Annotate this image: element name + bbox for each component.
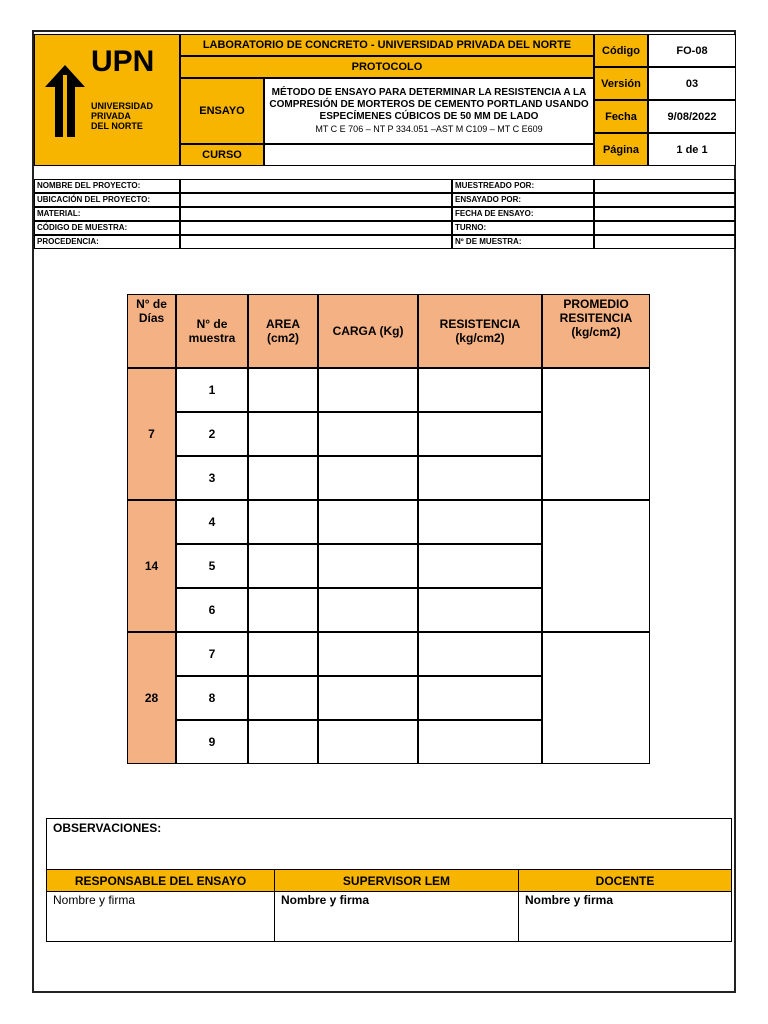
info-label-codigo-muestra: CÓDIGO DE MUESTRA:: [34, 221, 180, 235]
header-dias: N° de Días: [127, 294, 176, 368]
sample-number: 3: [176, 456, 248, 500]
info-label-n-muestra: Nº DE MUESTRA:: [452, 235, 594, 249]
logo-sub-3: DEL NORTE: [91, 121, 143, 131]
ensayo-box: [264, 78, 594, 144]
supervisor-header: SUPERVISOR LEM: [274, 869, 519, 892]
signature-label: Nombre y firma: [281, 893, 370, 907]
sample-number: 9: [176, 720, 248, 764]
area-input[interactable]: [248, 368, 318, 412]
codigo-label: Código: [594, 34, 648, 67]
area-input[interactable]: [248, 456, 318, 500]
responsable-signature[interactable]: [46, 891, 275, 942]
pagina-value: 1 de 1: [648, 133, 736, 166]
docente-header: DOCENTE: [518, 869, 732, 892]
area-input[interactable]: [248, 588, 318, 632]
resistencia-input[interactable]: [418, 720, 542, 764]
header-muestra: N° de muestra: [176, 294, 248, 368]
lab-title: LABORATORIO DE CONCRETO - UNIVERSIDAD PRIVADA DEL NORTE: [180, 34, 594, 56]
resistencia-input[interactable]: [418, 368, 542, 412]
curso-value[interactable]: [264, 144, 594, 166]
signature-label: Nombre y firma: [525, 893, 614, 907]
sample-number: 5: [176, 544, 248, 588]
resistencia-input[interactable]: [418, 412, 542, 456]
upn-arrow-icon: [45, 65, 85, 137]
sample-number: 6: [176, 588, 248, 632]
resistencia-input[interactable]: [418, 544, 542, 588]
pagina-label: Página: [594, 133, 648, 166]
observaciones-box[interactable]: [46, 818, 732, 870]
header-carga: CARGA (Kg): [318, 294, 418, 368]
sample-number: 1: [176, 368, 248, 412]
area-input[interactable]: [248, 676, 318, 720]
codigo-value: FO-08: [648, 34, 736, 67]
area-input[interactable]: [248, 632, 318, 676]
info-label-ensayado: ENSAYADO POR:: [452, 193, 594, 207]
info-value-fecha-ensayo[interactable]: [594, 207, 736, 221]
ensayo-title: MÉTODO DE ENSAYO PARA DETERMINAR LA RESISTENCIA A LA COMPRESIÓN DE MORTEROS DE CEMENTO PORTLAND USANDO ESPECÍMENES CÚBICOS DE 50 MM DE LADO: [269, 87, 589, 122]
supervisor-signature[interactable]: [274, 891, 519, 942]
responsable-header: RESPONSABLE DEL ENSAYO: [46, 869, 275, 892]
carga-input[interactable]: [318, 544, 418, 588]
info-label-muestreado: MUESTREADO POR:: [452, 179, 594, 193]
protocolo-title: PROTOCOLO: [180, 56, 594, 78]
resistencia-input[interactable]: [418, 456, 542, 500]
info-value-n-muestra[interactable]: [594, 235, 736, 249]
info-value-turno[interactable]: [594, 221, 736, 235]
sample-number: 8: [176, 676, 248, 720]
header-area: AREA (cm2): [248, 294, 318, 368]
carga-input[interactable]: [318, 456, 418, 500]
info-value-procedencia[interactable]: [180, 235, 452, 249]
area-input[interactable]: [248, 412, 318, 456]
info-value-nombre[interactable]: [180, 179, 452, 193]
dias-cell: 28: [127, 632, 176, 764]
area-input[interactable]: [248, 720, 318, 764]
carga-input[interactable]: [318, 368, 418, 412]
promedio-input[interactable]: [542, 632, 650, 764]
version-label: Versión: [594, 67, 648, 100]
curso-label: CURSO: [180, 144, 264, 166]
logo-sub-1: UNIVERSIDAD: [91, 101, 154, 111]
carga-input[interactable]: [318, 412, 418, 456]
fecha-label: Fecha: [594, 100, 648, 133]
area-input[interactable]: [248, 500, 318, 544]
info-label-turno: TURNO:: [452, 221, 594, 235]
carga-input[interactable]: [318, 500, 418, 544]
carga-input[interactable]: [318, 632, 418, 676]
ensayo-norms: MT C E 706 – NT P 334.051 –AST M C109 – MT C E609: [315, 124, 543, 134]
dias-cell: 7: [127, 368, 176, 500]
carga-input[interactable]: [318, 676, 418, 720]
info-label-fecha-ensayo: FECHA DE ENSAYO:: [452, 207, 594, 221]
form-header: [34, 34, 736, 166]
docente-signature[interactable]: [518, 891, 732, 942]
resistencia-input[interactable]: [418, 500, 542, 544]
resistencia-input[interactable]: [418, 632, 542, 676]
upn-logo: [34, 34, 180, 166]
ensayo-label: ENSAYO: [180, 78, 264, 144]
info-value-ubicacion[interactable]: [180, 193, 452, 207]
observaciones-label: OBSERVACIONES:: [53, 821, 162, 835]
header-promedio: PROMEDIO RESITENCIA (kg/cm2): [542, 294, 650, 368]
info-value-ensayado[interactable]: [594, 193, 736, 207]
info-value-muestreado[interactable]: [594, 179, 736, 193]
fecha-value: 9/08/2022: [648, 100, 736, 133]
info-value-material[interactable]: [180, 207, 452, 221]
carga-input[interactable]: [318, 720, 418, 764]
signature-label: Nombre y firma: [53, 893, 136, 907]
dias-cell: 14: [127, 500, 176, 632]
sample-number: 4: [176, 500, 248, 544]
area-input[interactable]: [248, 544, 318, 588]
info-label-procedencia: PROCEDENCIA:: [34, 235, 180, 249]
info-label-material: MATERIAL:: [34, 207, 180, 221]
info-value-codigo-muestra[interactable]: [180, 221, 452, 235]
carga-input[interactable]: [318, 588, 418, 632]
resistencia-input[interactable]: [418, 588, 542, 632]
promedio-input[interactable]: [542, 500, 650, 632]
info-label-nombre: NOMBRE DEL PROYECTO:: [34, 179, 180, 193]
sample-number: 2: [176, 412, 248, 456]
resistencia-input[interactable]: [418, 676, 542, 720]
promedio-input[interactable]: [542, 368, 650, 500]
logo-brand: UPN: [91, 45, 155, 78]
version-value: 03: [648, 67, 736, 100]
header-resistencia: RESISTENCIA (kg/cm2): [418, 294, 542, 368]
sample-number: 7: [176, 632, 248, 676]
info-label-ubicacion: UBICACIÓN DEL PROYECTO:: [34, 193, 180, 207]
logo-sub-2: PRIVADA: [91, 111, 131, 121]
